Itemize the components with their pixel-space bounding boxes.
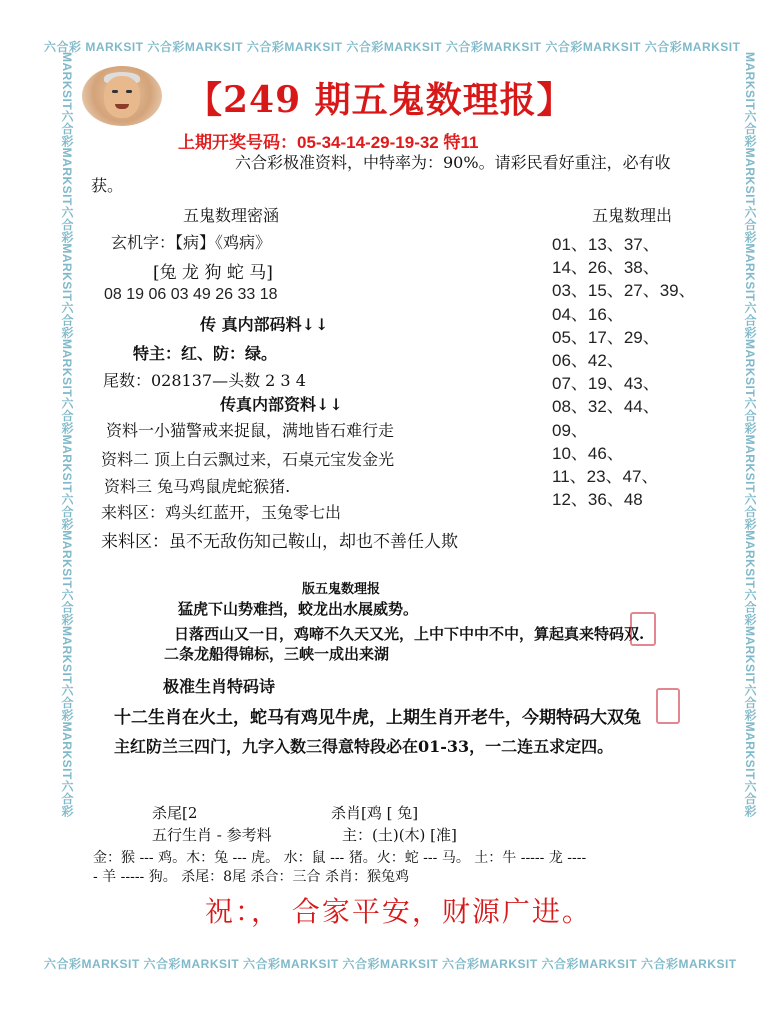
right-number-row: 05、17、29、 [552,327,660,347]
zodiac-list: [兔 龙 狗 蛇 马] [153,263,273,283]
portrait-face [104,76,140,118]
right-number-row: 09、 [552,420,588,440]
sub-heading: 版五鬼数理报 [302,582,381,597]
numbers-row: 08 19 06 03 49 26 33 18 [104,286,278,303]
right-number-row: 11、23、47、 [552,467,659,486]
right-number-row: 10、46、 [552,443,624,463]
data-line-3: 资料三 兔马鸡鼠虎蛇猴猪. [104,477,291,496]
tail-numbers: 尾数：028137—头数 2 3 4 [103,371,306,390]
intro-line-2: 获。 [91,176,124,195]
data-line-1: 资料一小猫警戒来捉鼠，满地皆石难行走 [106,421,395,440]
kill-zodiac: 杀肖[鸡 [ 兔] [331,804,419,822]
elements-line-2: - 羊 ----- 狗。 杀尾：8尾 杀合：三合 杀肖：猴兔鸡 [93,869,409,885]
border-top-watermark: 六合彩 MARKSIT 六合彩MARKSIT 六合彩MARKSIT 六合彩MARKSIT 六合彩MARKSIT 六合彩MARKSIT 六合彩MARKSIT [44,40,741,54]
right-number-row: 04、16、 [552,304,624,324]
zodiac-poem-line-2: 主红防兰三四门，九字入数三得意特段必在01-33，一二连五求定四。 [114,737,614,756]
border-right-watermark: MARKSIT六合彩MARKSIT六合彩MARKSIT六合彩MARKSIT六合彩MARKSIT六合彩MARKSIT六合彩MARKSIT六合彩MARKSIT六合彩 [743,52,757,818]
border-bottom-watermark: 六合彩MARKSIT 六合彩MARKSIT 六合彩MARKSIT 六合彩MARKSIT 六合彩MARKSIT 六合彩MARKSIT 六合彩MARKSIT [44,957,737,971]
main-elements: 主：(土)(木) [准] [342,826,457,844]
fax-internal-codes: 传 真内部码料↓↓ [200,315,329,334]
page-title: 【249 期五鬼数理报】 [186,79,574,121]
data-line-2: 资料二 顶上白云飘过来，石桌元宝发金光 [101,450,395,469]
right-number-row: 07、19、43、 [552,374,660,394]
right-number-row: 06、42、 [552,351,624,370]
border-left-watermark: MARKSIT六合彩MARKSIT六合彩MARKSIT六合彩MARKSIT六合彩MARKSIT六合彩MARKSIT六合彩MARKSIT六合彩MARKSIT六合彩 [60,52,74,818]
zodiac-poem-line-1: 十二生肖在火土，蛇马有鸡见牛虎，上期生肖开老牛，今期特码大双兔 [114,708,641,728]
poem-line-1: 猛虎下山势难挡，蛟龙出水展威势。 [178,600,419,618]
last-draw-numbers: 上期开奖号码：05-34-14-29-19-32 特11 [178,133,479,152]
right-number-row: 12、36、48 [552,490,643,510]
red-seal-stamp [630,612,656,646]
intro-line-1: 六合彩极准资料，中特率为：90%。请彩民看好重注，必有收 [235,153,671,172]
elements-line-1: 金：猴 --- 鸡。木：兔 --- 虎。 水：鼠 --- 猪。火：蛇 --- 马。 土：牛 ----- 龙 ---- [93,850,587,866]
portrait-avatar [82,66,162,126]
special-main: 特主：红、防：绿。 [133,344,278,363]
right-number-row: 01、13、37、 [552,235,660,254]
right-number-row: 03、15、27、39、 [552,281,696,301]
source-line-2: 来料区：虽不无敌伤知己鞍山，却也不善任人欺 [101,532,458,552]
red-seal-stamp-2 [656,688,680,724]
left-heading: 五鬼数理密涵 [183,206,280,225]
poem-line-2: 日落西山又一日，鸡啼不久天又光，上中下中中不中，算起真来特码双. [174,625,645,643]
portrait-eye-right [126,90,132,93]
source-line-1: 来料区：鸡头红蓝开，玉兔零七出 [101,503,342,522]
portrait-eye-left [112,90,118,93]
right-number-row: 08、32、44、 [552,397,660,417]
poem-line-3: 二条龙船得锦标，三峡一成出来湖 [164,645,390,663]
five-elements-label: 五行生肖 - 参考料 [152,826,272,844]
xuanji-line: 玄机字：【病】《鸡病》 [111,233,272,252]
blessing-line: 祝：， 合家平安，财源广进。 [205,895,592,928]
right-number-row: 14、26、38、 [552,258,660,278]
zodiac-poem-heading: 极准生肖特码诗 [163,677,276,696]
kill-tail: 杀尾[2 [152,804,198,822]
fax-internal-data: 传真内部资料↓↓ [220,395,343,414]
right-heading: 五鬼数理出 [592,206,673,225]
